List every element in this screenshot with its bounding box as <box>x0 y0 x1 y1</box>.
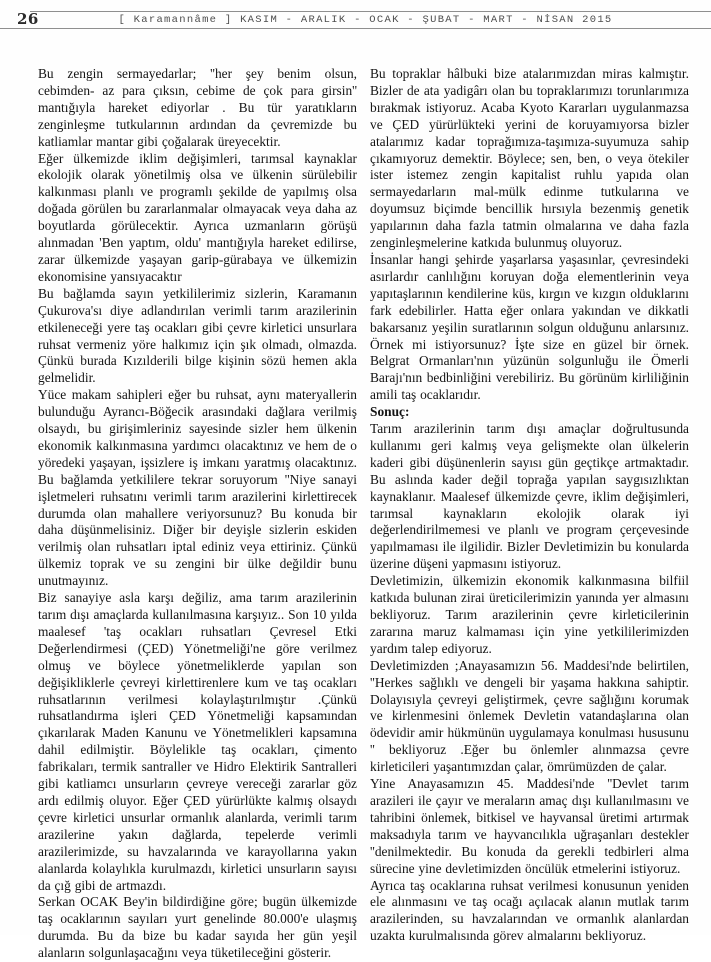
paragraph: Eğer ülkemizde iklim değişimleri, tarımsal kaynaklar ekolojik olarak yönetilmiş olsa ve ülkenin sürülebilir kalkınması planlı ve programlı şekilde de yapılmış olsa doğada görülen bu zararlanmalar olmayacak veya daha az boyutlarda görülecektir. Ayrıca uzmanların görüşü alınmadan 'Ben yaptım, oldu' mantığıyla hareket edilirse, zarar ülkemizde yaşayan garip-gürabaya ve ülkemizin ekonomisine yansıyacaktır <box>38 150 357 284</box>
paragraph: Bu zengin sermayedarlar; ''her şey benim olsun, cebimden- az para çıksın, cebime de çok para girsin'' mantığıyla hareket ediyorlar . Bu tür yaratıkların zenginleşme tutkularının ardından da çevremizde bu katliamlar mantar gibi çoğalarak üreyecektir. <box>38 66 357 149</box>
right-column <box>370 66 689 962</box>
page-header <box>0 0 711 34</box>
left-column <box>38 66 357 962</box>
paragraph: Yine Anayasamızın 45. Maddesi'nde ''Devlet tarım arazileri ile çayır ve meraların amaç dışı kullanılmasını ve tahribini önlemek, bitkisel ve hayvansal üretimi artırmak maksadıyla tarım ve hayvancılıkla uğraşanları destekler ''denilmektedir. Bu konuda da gerekli tedbirleri alma sürecine yine devletimizden öncülük etmelerini istiyoruz. <box>370 776 689 876</box>
paragraph: Devletimizden ;Anayasamızın 56. Maddesi'nde belirtilen, ''Herkes sağlıklı ve dengeli bir yaşama hakkına sahiptir. Dolayısıyla çevreyi geliştirmek, çevre sağlığını korumak ve kirlenmesini önlemek Devletin vatandaşlarına olan ödevidir amir hükmünün uygulamaya konulması hususunu '' bekliyoruz .Eğer bu önlemler alınmazsa çevre kirleticileri yaşantımızdan çalar, ömrümüzden de çalar. <box>370 657 689 775</box>
paragraph: Devletimizin, ülkemizin ekonomik kalkınmasına bilfiil katkıda bulunan zirai üreticilerimizin yanında yer almasını bekliyoruz. Tarım arazilerinin çevre kirleticilerinin zararına maruz kalmaması için yine yetkililerimizden yardım talep ediyoruz. <box>370 573 689 656</box>
paragraph: Bu topraklar hâlbuki bize atalarımızdan miras kalmıştır. Bizler de ata yadigârı olan bu topraklarımızı torunlarımıza bırakmak istiyoruz. Acaba Kyoto Kararları uygulanmazsa ve ÇED yürürlükteki yerini de koruyamıyorsa bizler atalarımız kadar toprağımıza-taşımıza-suyumuza sahip çıkamıyoruz demektir. Böylece; sen, ben, o veya ötekiler ister istemez zengin kapitalist ruhlu yapıda olan sermayedarların mal-mülk edinme tutkularına ve doyumsuz biçimde bencillik hırsıyla bezenmiş genetik yapılarının daha fazla tatmin olmalarına ve daha fazla zenginleşmelerine katkıda bulunmuş oluyoruz. <box>370 66 689 251</box>
header-top-rule <box>30 11 711 12</box>
paragraph: Serkan OCAK Bey'in bildirdiğine göre; bugün ülkemizde taş ocaklarının sayıları yurt genelinde 80.000'e ulaşmış durumda. Bu da bize bu kadar sayıda her gün yeşil alanların solgunlaşacağını veya tüketileceğini gösterir. <box>38 894 357 961</box>
header-title: [ Karamannâme ] KASIM - ARALIK - OCAK - ŞUBAT - MART - NİSAN 2015 <box>118 14 613 26</box>
paragraph: Tarım arazilerinin tarım dışı amaçlar doğrultusunda kullanımı geri kalmış veya gelişmekte olan ülkelerin kaderi gibi düşünenlerin sayısı gün geçtikçe artmaktadır. Bu aslında kader değil toprağa yapılan saygısızlıktan kaynaklanır. Maalesef ülkemizde çevre, iklim değişimleri, tarımsal kaynakların ekolojik olarak iyi değerlendirilmemesi ve planlı ve program çerçevesinde yapılmaması ile ilgilidir. Bizler Devletimizin bu konularda üzerine düşeni yapmasını istiyoruz. <box>370 421 689 572</box>
paragraph: İnsanlar hangi şehirde yaşarlarsa yaşasınlar, çevresindeki asırlardır canlılığını koruyan doğa elementlerinin veya yapıtaşlarının kendilerine küs, kırgın ve kızgın olduklarını fark edebilirler. Hatta eğer onlara yakından ve dikkatli bakarsanız yeşilin suratlarının solgun olduğunu anlarsınız. Örnek mi istiyorsunuz? İşte size en güzel bir örnek. Belgrat Ormanları'nın yüzünün solgunluğu ile Ömerli Barajı'nın bedbinliğini verebiliriz. Bu görünüm kirliliğinin amili taş ocaklarıdır. <box>370 251 689 403</box>
paragraph: Bu bağlamda sayın yetkililerimiz sizlerin, Karamanın Çukurova'sı diye adlandırılan verimli tarım arazilerinin etkileneceği yere taş ocakları gibi çevre kirletici unsurlara ruhsat vermeniz yöre halkımız için şık olmadı, olmazda. Çünkü burada Kızılderili bilge kişinin sözü hemen akla gelmelidir. <box>38 285 357 386</box>
header-bottom-rule <box>0 28 711 29</box>
paragraph: Ayrıca taş ocaklarına ruhsat verilmesi konusunun yeniden ele alınmasını ve taş ocağı açılacak alanın mutlak tarım arazilerinden, su havzalarından ve ormanlık alanlardan uzakta kurulmalısında görev almalarını bekliyoruz. <box>370 877 689 944</box>
paragraph: Yüce makam sahipleri eğer bu ruhsat, aynı materyallerin bulunduğu Ayrancı-Böğecik arasındaki dağlara verilmiş olsaydı, bu girişimleriniz sayesinde sizler hem ülkenin ekonomik kalkınmasına yardımcı olacaktınız ve hem de o yöredeki yaşayan, işsizlere iş imkanı yaratmış olacaktınız. Bu bağlamda yetkililere tekrar soruyorum ''Niye sanayi işletmeleri ruhsatını verimli tarım arazilerini kirlettirecek durumda olan mahallere veriyorsunuz? Bu konuda bir daha düşünmelisiniz. Diğer bir deyişle sizlerin eskiden verilmiş olan ruhsatları iptal ediniz veya ettiriniz. Çünkü ülkemiz toprak ve su zengini bir ülke değildir bunu unutmayınız. <box>38 387 357 589</box>
body-columns <box>38 66 689 962</box>
section-heading: Sonuç: <box>370 404 410 420</box>
page-number: 26 <box>17 10 39 28</box>
paragraph: Biz sanayiye asla karşı değiliz, ama tarım arazilerinin tarım dışı amaçlarda kullanılmasına karşıyız.. Son 10 yılda maalesef 'taş ocakları ruhsatları Çevresel Etki Değerlendirmesi (ÇED) Yönetmeliği'ne göre verilmez olmuş ve böylece yönetmeliklerde yapılan son değişikliklerle çevreyi kirlettirenlere kum ve taş ocakları ruhsatlarının verilmesi kolaylaştırılmıştır .Çünkü ruhsatlandırma işleri ÇED Yönetmeliği kapsamından çıkarılarak Maden Kanunu ve Yönetmelikleri kapsamına dahil edilmiştir. Böylelikle taş ocakları, çimento fabrikaları, termik santraller ve Hidro Elektirik Santralleri gibi katliamcı unsurların çevreye vereceği zararlar göz ardı edilmiş oluyor. Eğer ÇED yürürlükte kalmış olsaydı çevre kirletici unsurlar ormanlık alanlarda, verimli tarım arazilerine yakın dağlarda, tepelerde verimli arazilerimizde, su havzalarında ve karayollarına yakın alanlarda kolaylıkla kurulmazdı, kirletici unsurların sayısı da çığ gibi de artmazdı. <box>38 590 357 893</box>
